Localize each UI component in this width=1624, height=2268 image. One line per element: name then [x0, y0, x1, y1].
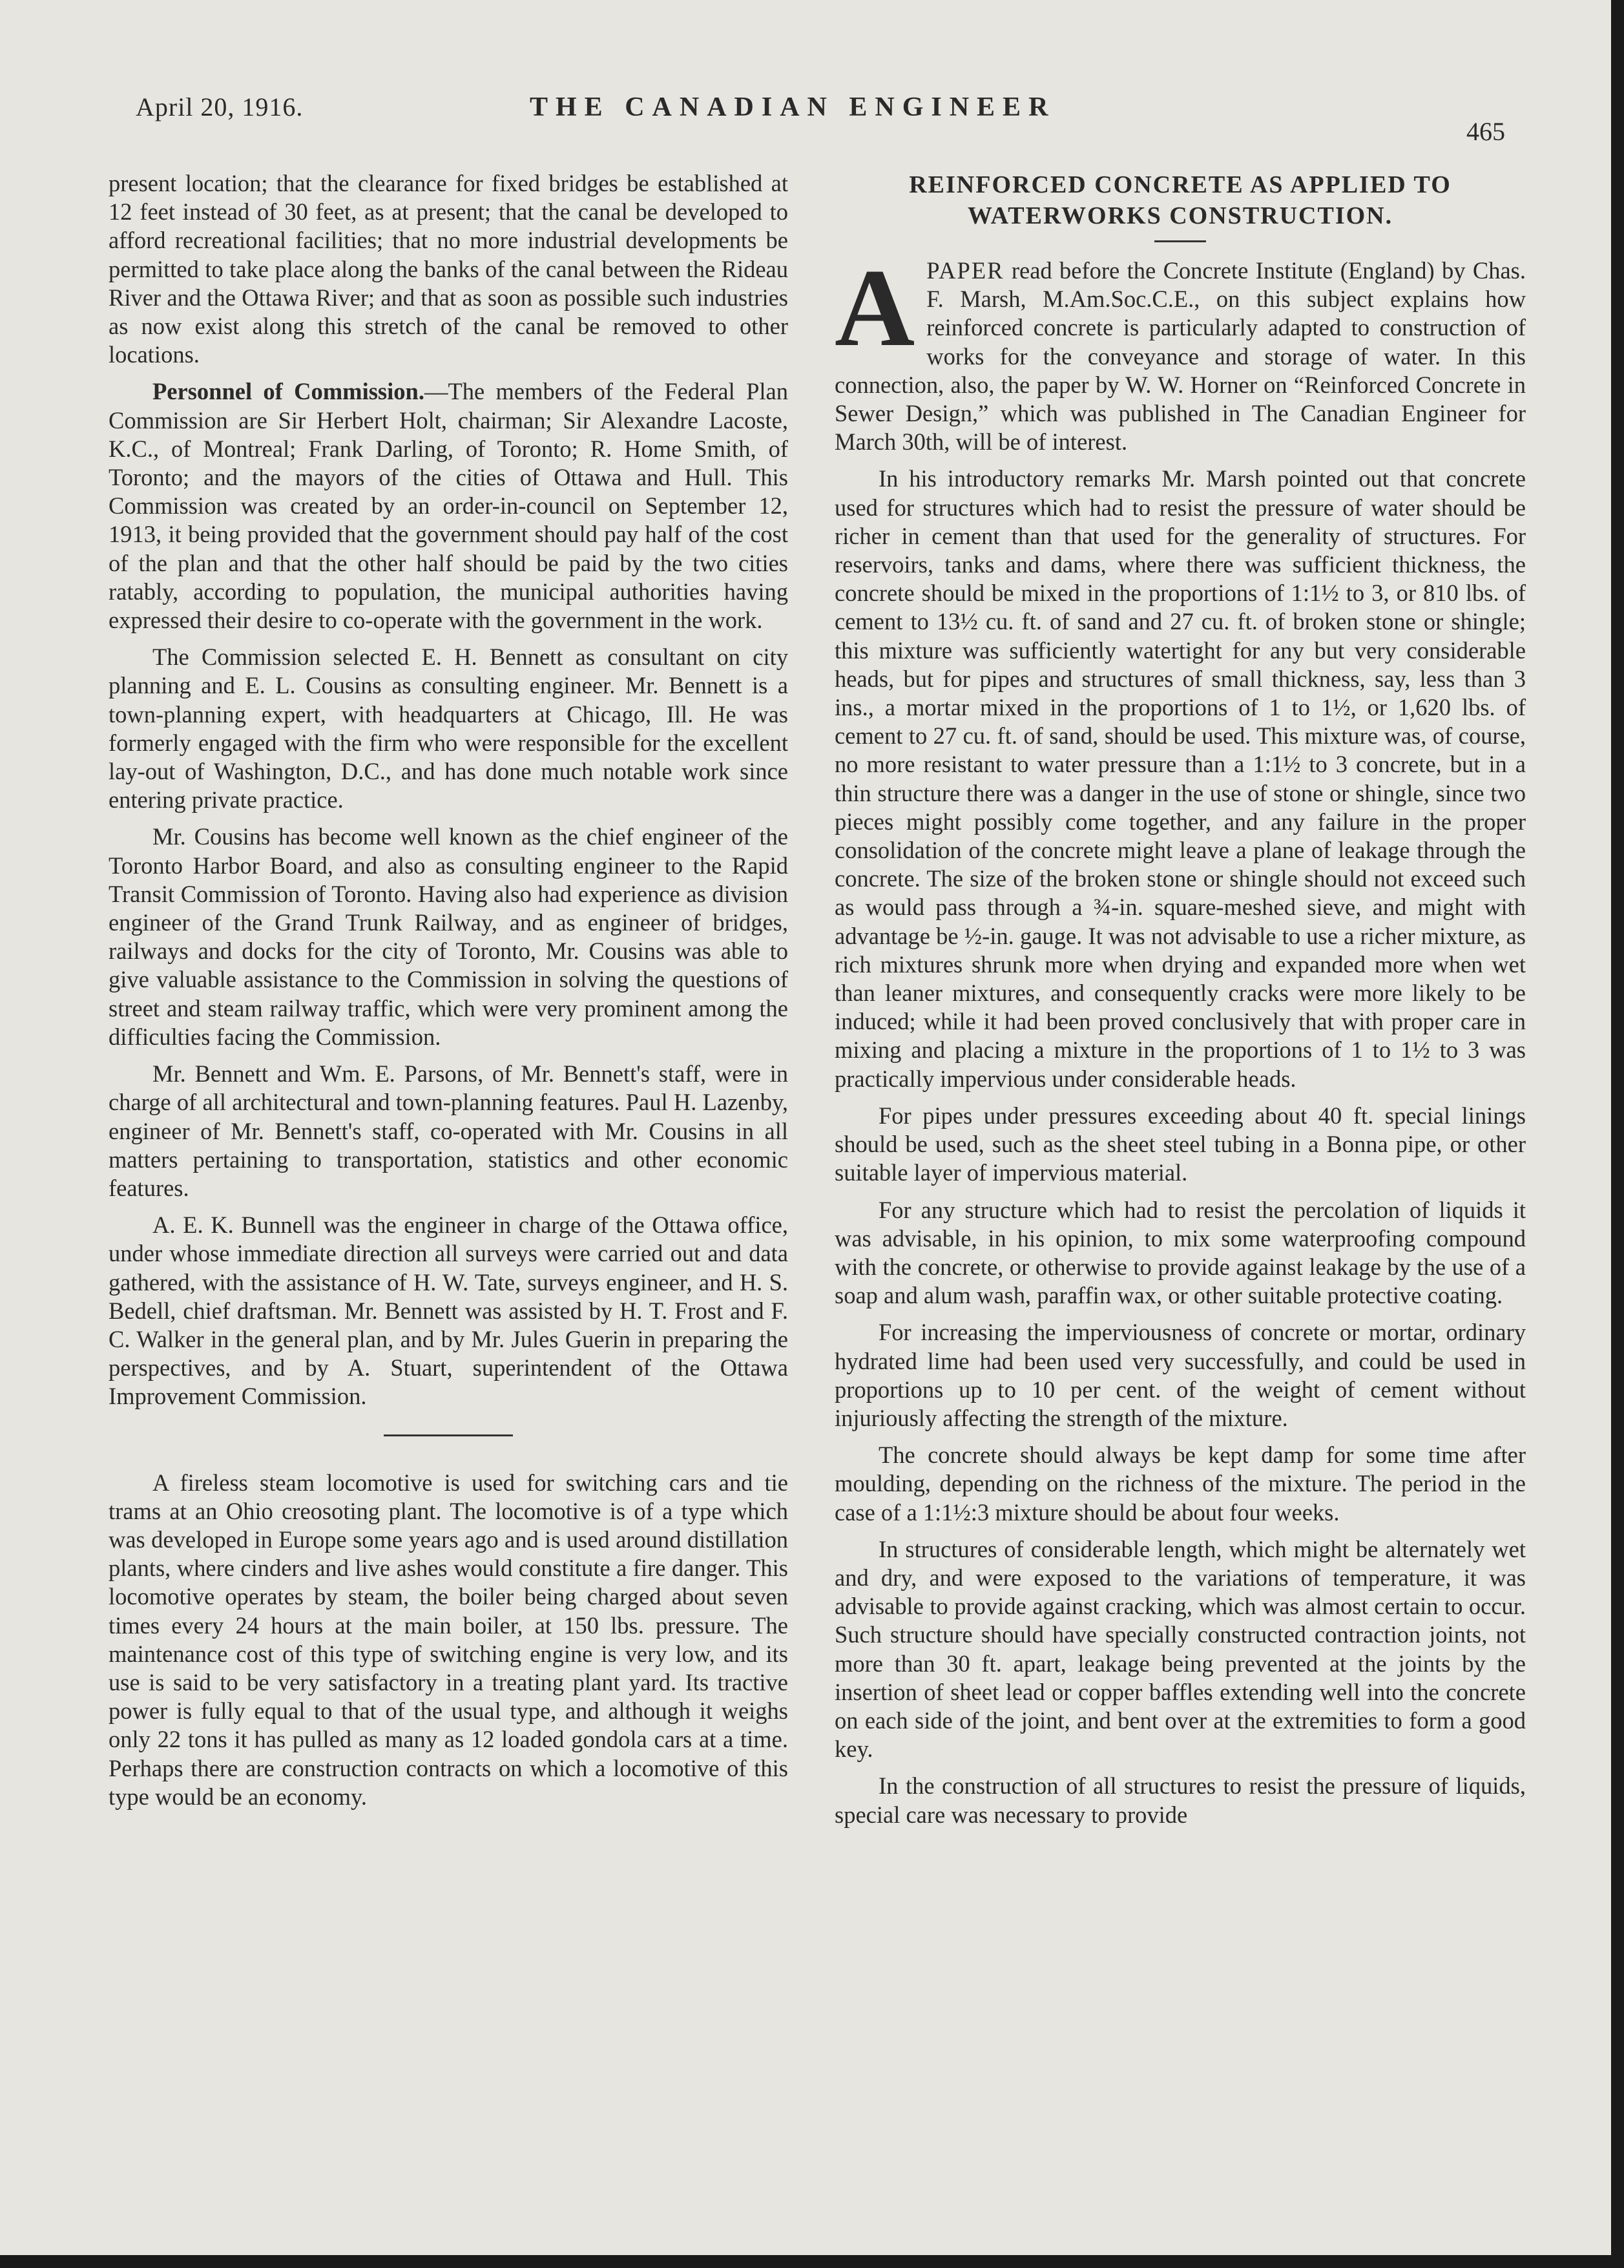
paragraph: Mr. Bennett and Wm. E. Parsons, of Mr. Bennett's staff, were in charge of all architectural and town-planning features. Paul H. Lazenby, engineer of Mr. Bennett's staff, co-operated with Mr. Cousins in all matters pertaining to transportation, statistics and other economic features.: [109, 1060, 788, 1201]
page-number: 465: [1466, 117, 1505, 146]
paragraph: The concrete should always be kept damp for some time after moulding, depending on the richness of the mixture. The period in the case of a 1:1½:3 mixture should be about four weeks.: [835, 1442, 1526, 1526]
paragraph: A. E. K. Bunnell was the engineer in charge of the Ottawa office, under whose immediate direction all surveys were carried out and data gathered, with the assistance of H. W. Tate, surveys engineer, and H. S. Bedell, chief draftsman. Mr. Bennett was assisted by H. T. Frost and F. C. Walker in the general plan, and by Mr. Jules Guerin in preparing the perspectives, and by A. Stuart, superintendent of the Ottawa Improvement Commission.: [109, 1212, 788, 1410]
left-column: [109, 169, 788, 1820]
lead-in: PAPER: [926, 257, 1005, 284]
paragraph-body: read before the Concrete Institute (England) by Chas. F. Marsh, M.Am.Soc.C.E., on this subject explains how reinforced concrete is particularly adapted to construction of works for the conveyance and storage of water. In this connection, also, the paper by W. W. Horner on “Reinforced Concrete in Sewer Design,” which was published in The Canadian Engineer for March 30th, will be of interest.: [835, 257, 1526, 456]
paragraph: A fireless steam locomotive is used for switching cars and tie trams at an Ohio creosoting plant. The locomotive is of a type which was developed in Europe some years ago and is used around distillation plants, where cinders and live ashes would constitute a fire danger. This locomotive operates by steam, the boiler being charged about seven times every 24 hours at the main boiler, at 150 lbs. pressure. The maintenance cost of this type of switching engine is very low, and its use is said to be very satisfactory in a treating plant yard. Its tractive power is fully equal to that of the usual type, and although it weighs only 22 tons it has pulled as many as 12 loaded gondola cars at a time. Perhaps there are construction contracts on which a locomotive of this type would be an economy.: [109, 1469, 788, 1810]
paragraph: [835, 247, 1526, 456]
issue-date: April 20, 1916.: [136, 92, 304, 121]
running-head: [136, 92, 1505, 146]
title-divider: [1154, 240, 1206, 242]
right-column: [835, 169, 1526, 1838]
article-title-line: REINFORCED CONCRETE AS APPLIED TO: [909, 171, 1452, 198]
drop-cap: A: [835, 247, 915, 370]
paragraph: For increasing the imperviousness of concrete or mortar, ordinary hydrated lime had been used very successfully, and could be used in proportions up to 10 per cent. of the weight of cement without injuriously affecting the strength of the mixture.: [835, 1319, 1526, 1431]
paragraph: In structures of considerable length, which might be alternately wet and dry, and were exposed to the variations of temperature, it was advisable to provide against cracking, which was almost certain to occur. Such structure should have specially constructed contraction joints, not more than 30 ft. apart, leakage being prevented at the joints by the insertion of sheet lead or copper baffles extending well into the concrete on each side of the joint, and bent over at the extremities to form a good key.: [835, 1535, 1526, 1763]
paragraph: In his introductory remarks Mr. Marsh pointed out that concrete used for structures which had to resist the pressure of water should be richer in cement than that used for the generality of structures. For reservoirs, tanks and dams, where there was sufficient thickness, the concrete should be mixed in the proportions of 1:1½ to 3, or 810 lbs. of cement to 13½ cu. ft. of sand and 27 cu. ft. of broken stone or shingle; this mixture was sufficiently watertight for any but very considerable heads, but for pipes and structures of small thickness, say, less than 3 ins., a mortar mixed in the proportions of 1 to 1½, or 1,620 lbs. of cement to 27 cu. ft. of sand, should be used. This mixture was, of course, no more resistant to water pressure than a 1:1½ to 3 concrete, but in a thin structure there was a danger in the use of stone or shingle, since two pieces might possibly come together, and any failure in the proper consolidation of the concrete might leave a plane of leakage through the concrete. The size of the broken stone or shingle should not exceed such as would pass through a ¾-in. square-meshed sieve, and might with advantage be ½-in. gauge. It was not advisable to use a richer mixture, as rich mixtures shrunk more when drying and expanded more when wet than leaner mixtures, and consequently cracks were more likely to be induced; while it had been proved conclusively that with proper care in mixing and placing a mixture in the proportions of 1 to 1½ to 3 was practically impervious under considerable heads.: [835, 465, 1526, 1092]
section-divider: [384, 1434, 513, 1436]
section-heading: Personnel of Commission.: [152, 378, 424, 405]
article-title: [835, 169, 1526, 231]
article-title-line: WATERWORKS CONSTRUCTION.: [967, 202, 1393, 229]
paragraph: Mr. Cousins has become well known as the chief engineer of the Toronto Harbor Board, and also as consulting engineer to the Rapid Transit Commission of Toronto. Having also had experience as division engineer of the Grand Trunk Railway, and as engineer of bridges, railways and docks for the city of Toronto, Mr. Cousins was able to give valuable assistance to the Commission in solving the questions of street and steam railway traffic, which were very prominent among the difficulties facing the Commission.: [109, 823, 788, 1050]
journal-title: THE CANADIAN ENGINEER: [530, 92, 1056, 122]
paragraph: For pipes under pressures exceeding about 40 ft. special linings should be used, such as the sheet steel tubing in a Bonna pipe, or other suitable layer of impervious material.: [835, 1102, 1526, 1186]
paragraph: [109, 377, 788, 635]
paragraph: In the construction of all structures to resist the pressure of liquids, special care was necessary to provide: [835, 1772, 1526, 1828]
paragraph: The Commission selected E. H. Bennett as consultant on city planning and E. L. Cousins as consulting engineer. Mr. Bennett is a town-planning expert, with headquarters at Chicago, Ill. He was formerly engaged with the firm who were responsible for the excellent lay-out of Washington, D.C., and has done much notable work since entering private practice.: [109, 644, 788, 814]
paragraph-body: —The members of the Federal Plan Commission are Sir Herbert Holt, chairman; Sir Alexandre Lacoste, K.C., of Montreal; Frank Darling, of Toronto; R. Home Smith, of Toronto; and the mayors of the cities of Ottawa and Hull. This Commission was created by an order-in-council on September 12, 1913, it being provided that the government should pay half of the cost of the plan and that the other half should be paid by the two cities ratably, according to population, the municipal authorities having expressed their desire to co-operate with the government in the work.: [109, 378, 788, 634]
paragraph: present location; that the clearance for fixed bridges be established at 12 feet instead of 30 feet, as at present; that the canal be developed to afford recreational facilities; that no more industrial developments be permitted to take place along the banks of the canal between the Rideau River and the Ottawa River; and that as soon as possible such industries as now exist along this stretch of the canal be removed to other locations.: [109, 170, 788, 368]
paragraph: For any structure which had to resist the percolation of liquids it was advisable, in his opinion, to mix some waterproofing compound with the concrete, or otherwise to provide against leakage by the use of a soap and alum wash, paraffin wax, or other suitable protective coating.: [835, 1196, 1526, 1309]
